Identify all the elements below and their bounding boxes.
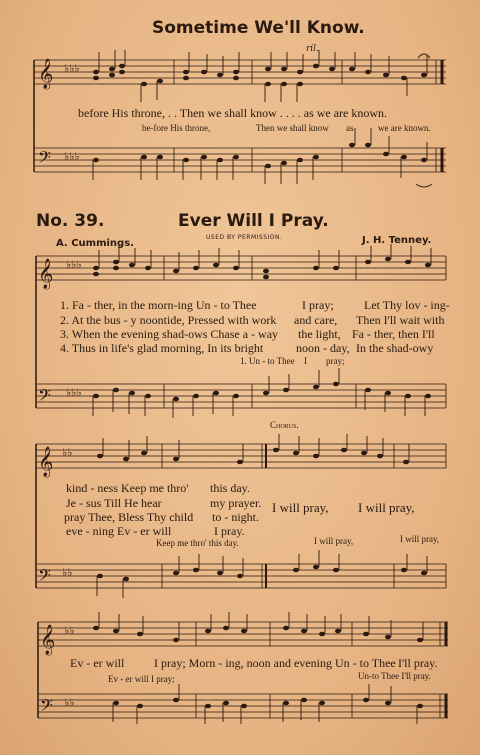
final-lyric-ill-pray: I'll pray. — [398, 656, 438, 670]
verse-3-part-b: the light, — [298, 327, 341, 341]
svg-text:𝄞: 𝄞 — [40, 625, 56, 655]
ending-4-b: I pray. — [214, 524, 245, 538]
hymn1-bass-lyric-2: Then we shall know — [256, 123, 329, 133]
bass-lyric-keep-me: Keep me thro' this day. — [156, 538, 239, 548]
svg-text:𝄞: 𝄞 — [38, 259, 54, 289]
verse-4-part-c: In the shad-owy — [356, 341, 434, 355]
svg-text:𝄞: 𝄞 — [38, 59, 54, 89]
hymn1-lyric-line: before His throne, . . Then we shall know . . . . as we are known. — [78, 106, 388, 120]
ending-4-a: eve - ning Ev - er will — [66, 524, 172, 538]
chorus-i-will-pray-1: I will pray, — [272, 500, 329, 515]
verse-1-part-b: I pray; — [302, 298, 334, 312]
svg-text:♭♭: ♭♭ — [62, 446, 73, 459]
svg-text:♭♭: ♭♭ — [64, 624, 75, 637]
verse-1-part-c: Let Thy lov - ing- — [364, 298, 450, 312]
chorus-i-will-pray-2: I will pray, — [358, 500, 415, 515]
permission-note: USED BY PERMISSION. — [206, 234, 283, 241]
svg-text:♭♭: ♭♭ — [64, 696, 75, 709]
svg-text:𝄢: 𝄢 — [38, 385, 51, 409]
verse-3-part-a: 3. When the evening shad-ows Chase a - way — [60, 327, 279, 341]
verse-2-part-b: and care, — [294, 313, 338, 327]
hymn1-bass-lyric-1: be-fore His throne, — [142, 123, 211, 133]
svg-text:𝄢: 𝄢 — [38, 147, 51, 171]
chorus-label: Chorus. — [270, 420, 299, 430]
bass-lyric-unto-thee: 1. Un - to Thee — [240, 356, 295, 366]
ending-1-a: kind - ness Keep me thro' — [66, 481, 189, 495]
hymn-title-sometime: Sometime We'll Know. — [152, 18, 365, 38]
svg-text:♭♭♭: ♭♭♭ — [64, 150, 80, 163]
bass-lyric-i-will-pray-1: I will pray, — [314, 536, 354, 546]
verse-2-part-a: 2. At the bus - y noontide, Pressed with work — [60, 313, 277, 327]
bass-lyric-pray: pray; — [326, 356, 345, 366]
bass-lyric-i-will-pray-2: I will pray, — [400, 534, 440, 544]
composer-right: J. H. Tenney. — [362, 235, 432, 246]
ending-3-a: pray Thee, Bless Thy child — [64, 510, 194, 524]
ending-1-b: this day. — [210, 481, 250, 495]
hymn1-bass-lyric-3: as — [346, 123, 354, 133]
final-bass-lyric-ever-will: Ev - er will I pray; — [108, 674, 175, 684]
svg-text:♭♭: ♭♭ — [62, 566, 73, 579]
verse-1-part-a: 1. Fa - ther, in the morn-ing Un - to Thee — [60, 298, 257, 312]
verse-4-part-a: 4. Thus in life's glad morning, In its bright — [60, 341, 264, 355]
final-lyric-morning: I pray; Morn - ing, noon and evening Un - to Thee — [154, 656, 396, 670]
ending-2-a: Je - sus Till He hear — [66, 496, 162, 510]
svg-text:𝄞: 𝄞 — [38, 447, 54, 477]
ending-3-b: to - night. — [212, 510, 259, 524]
verse-4-part-b: noon - day, — [296, 341, 350, 355]
verse-3-part-c: Fa - ther, then I'll — [352, 327, 435, 341]
svg-text:♭♭♭: ♭♭♭ — [66, 258, 82, 271]
svg-text:𝄢: 𝄢 — [38, 565, 51, 589]
verse-2-part-c: Then I'll wait with — [356, 313, 445, 327]
svg-text:♭♭♭: ♭♭♭ — [64, 62, 80, 75]
composer-left: A. Cummings. — [56, 238, 134, 249]
bass-lyric-i: I — [304, 356, 307, 366]
ritardando-mark: ril. — [306, 44, 319, 54]
hymn1-bass-lyric-4: we are known. — [378, 123, 431, 133]
hymn-title-ever-will-i-pray: Ever Will I Pray. — [178, 211, 329, 231]
svg-text:♭♭♭: ♭♭♭ — [66, 386, 82, 399]
final-lyric-ever-will: Ev - er will — [70, 656, 125, 670]
svg-text:𝄢: 𝄢 — [40, 695, 53, 719]
ending-2-b: my prayer. — [210, 496, 262, 510]
hymn-number: No. 39. — [36, 211, 105, 231]
final-bass-lyric-unto-thee: Un-to Thee I'll pray. — [358, 671, 431, 681]
